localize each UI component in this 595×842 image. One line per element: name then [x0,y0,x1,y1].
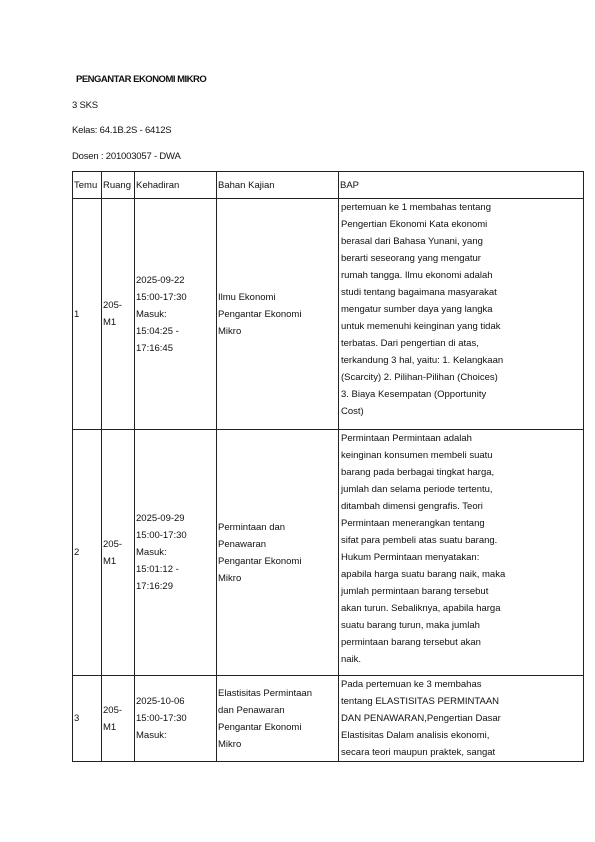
header-kehadiran: Kehadiran [135,172,217,199]
ruang-cell [102,676,135,762]
cell-line: tentang ELASTISITAS PERMINTAAN [341,696,500,707]
cell-line: untuk memenuhi keinginan yang tidak [341,321,501,332]
cell-line: M1 [103,721,117,733]
cell-line: 15:01:12 - [136,564,179,575]
cell-line: 205- [103,538,123,550]
cell-line: 15:00-17:30 [136,530,187,541]
header-ruang: Ruang [102,172,135,199]
cell-line: 205- [103,300,123,311]
cell-line: barang pada berbagai tingkat harga, [341,467,495,478]
cell-line: Elastisitas Dalam analisis ekonomi, [341,730,490,741]
table-row [73,676,584,762]
cell-line: sifat para pembeli atas suatu barang. [341,535,498,546]
cell-line: studi tentang bagaimana masyarakat [341,287,497,298]
temu-cell: 2 [73,430,102,676]
cell-line: jumlah dan selama periode tertentu, [341,484,493,495]
cell-line: Permintaan dan [218,521,286,533]
bahan-kajian-cell [217,430,339,676]
cell-line: Masuk: [136,308,167,320]
kehadiran-cell [135,199,217,430]
cell-line: keinginan konsumen membeli suatu [341,450,493,461]
cell-line: Permintaan Permintaan adalah [341,433,472,444]
cell-line: M1 [103,317,117,328]
ruang-cell [102,199,135,430]
cell-line: 17:16:45 [136,342,173,354]
course-class: Kelas: 64.1B.2S - 6412S [72,125,172,136]
kehadiran-cell [135,430,217,676]
header-bap: BAP [339,172,584,199]
cell-line: Mikro [218,325,242,337]
cell-line: terbatas. Dari pengertian di atas, [341,338,479,349]
cell-line: Hukum Permintaan menyatakan: [341,552,480,563]
cell-line: Cost) [341,406,364,417]
table-header-row [73,172,584,199]
bap-cell [339,676,584,762]
cell-line: Pengantar Ekonomi [218,308,302,320]
cell-line: dan Penawaran [218,704,285,716]
cell-line: berasal dari Bahasa Yunani, yang [341,236,483,247]
cell-line: 15:00-17:30 [136,291,187,303]
cell-line: secara teori maupun praktek, sangat [341,747,496,758]
cell-line: naik. [341,654,362,665]
cell-line: 15:00-17:30 [136,713,187,724]
cell-line: berarti seseorang yang mengatur [341,253,481,264]
cell-line: 2025-09-22 [136,274,185,286]
cell-line: 205- [103,704,123,716]
cell-line: Elastisitas Permintaan [218,687,312,699]
cell-line: apabila harga suatu barang naik, maka [341,569,506,580]
bahan-kajian-cell [217,199,339,430]
temu-cell: 1 [73,199,102,430]
cell-line: DAN PENAWARAN,Pengertian Dasar [341,713,501,724]
cell-line: mengatur sumber daya yang langka [341,304,493,315]
course-credits: 3 SKS [72,100,98,111]
cell-line: rumah tangga. Ilmu ekonomi adalah [341,270,493,281]
cell-line: Permintaan menerangkan tentang [341,518,485,529]
cell-line: permintaan barang tersebut akan [341,637,481,648]
ruang-cell [102,430,135,676]
cell-line: M1 [103,555,117,567]
cell-line: Ilmu Ekonomi [218,291,276,303]
attendance-table [72,171,584,762]
cell-line: terkandung 3 hal, yaitu: 1. Kelangkaan [341,355,504,366]
cell-line: akan turun. Sebaliknya, apabila harga [341,603,501,614]
bahan-kajian-cell [217,676,339,762]
header-bahan-kajian: Bahan Kajian [217,172,339,199]
kehadiran-cell [135,676,217,762]
bap-cell [339,199,584,430]
cell-line: ditambah dimensi gengrafis. Teori [341,501,483,512]
cell-line: Mikro [218,738,242,750]
cell-line: 3. Biaya Kesempatan (Opportunity [341,389,487,400]
temu-cell: 3 [73,676,102,762]
cell-line: Pengertian Ekonomi Kata ekonomi [341,219,488,230]
cell-line: Pengantar Ekonomi [218,555,302,567]
table-row [73,199,584,430]
table-row [73,430,584,676]
course-lecturer: Dosen : 201003057 - DWA [72,151,181,162]
cell-line: pertemuan ke 1 membahas tentang [341,202,491,213]
cell-line: Mikro [218,572,242,584]
cell-line: Masuk: [136,547,167,558]
course-title: PENGANTAR EKONOMI MIKRO [76,74,207,85]
cell-line: Pengantar Ekonomi [218,721,302,733]
bap-cell [339,430,584,676]
cell-line: (Scarcity) 2. Pilihan-Pilihan (Choices) [341,372,498,383]
cell-line: 17:16:29 [136,581,173,592]
cell-line: Masuk: [136,730,167,741]
cell-line: jumlah permintaan barang tersebut [341,586,489,597]
cell-line: 2025-10-06 [136,696,185,707]
cell-line: suatu barang turun, maka jumlah [341,620,480,631]
cell-line: 2025-09-29 [136,513,185,524]
cell-line: 15:04:25 - [136,325,179,337]
header-temu: Temu [73,172,102,199]
cell-line: Penawaran [218,538,267,550]
cell-line: Pada pertemuan ke 3 membahas [341,679,482,690]
